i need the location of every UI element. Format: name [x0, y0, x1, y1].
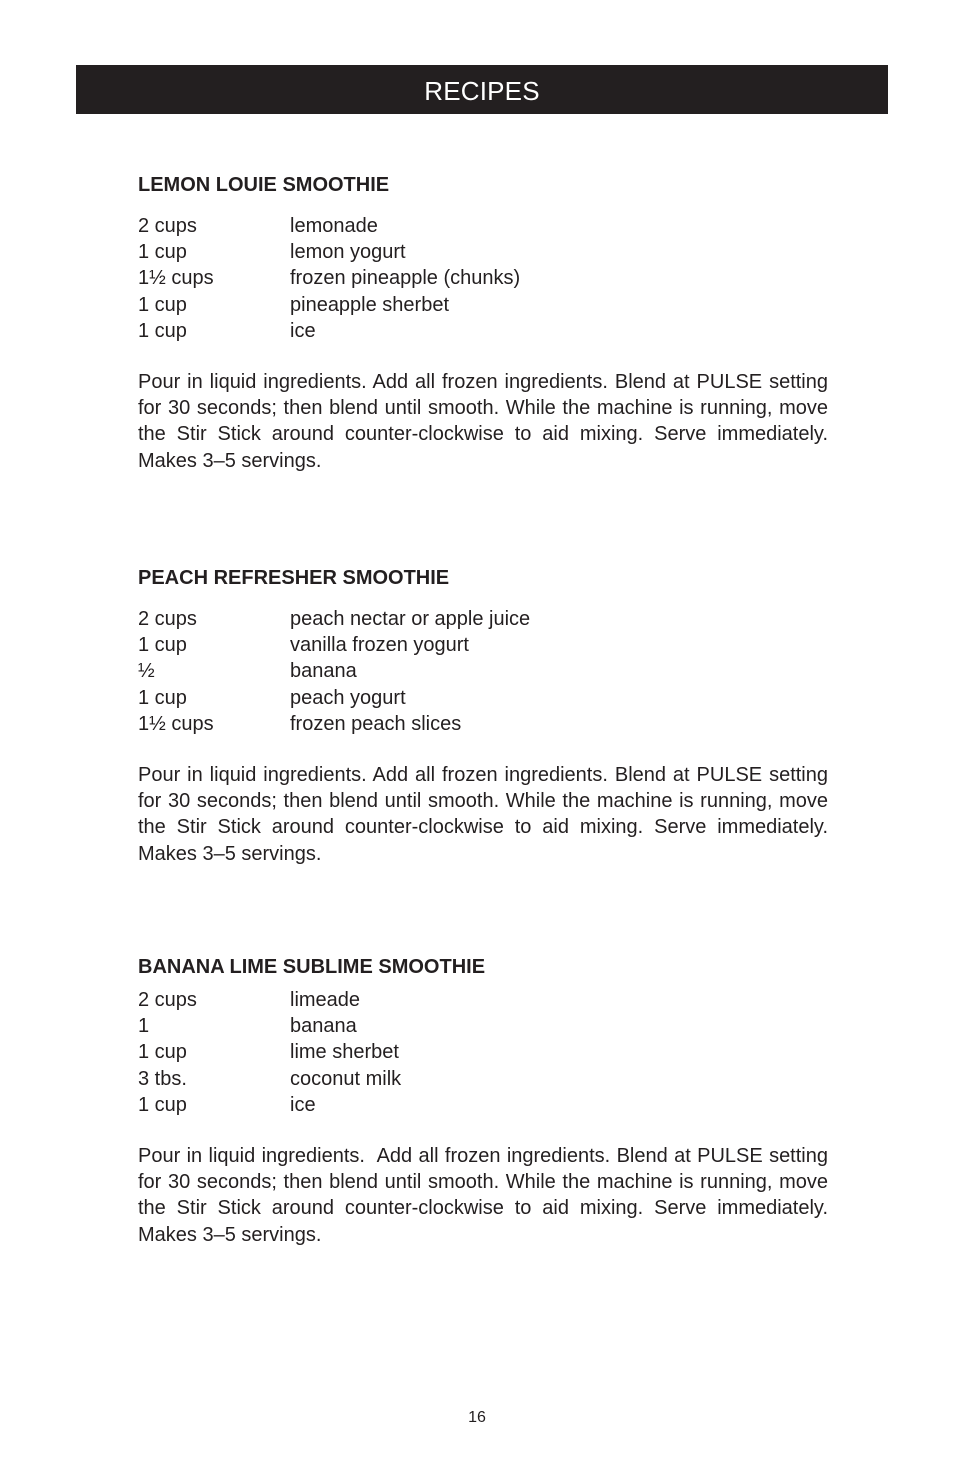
recipe-instructions: Pour in liquid ingredients. Add all frozen ingredients. Blend at PULSE setting for 30 seconds; then blend until smooth. While the machine is running, move the Stir Stick around counter-clockwise to aid mixing. Serve immediately. Makes 3–5 servings. [138, 370, 828, 472]
ingredient-name: lime sherbet [290, 1041, 399, 1064]
ingredient-quantity: 1 cup [138, 319, 187, 342]
recipe-title: LEMON LOUIE SMOOTHIE [138, 174, 390, 196]
ingredient-row [138, 1039, 828, 1065]
ingredient-name: coconut milk [290, 1067, 402, 1090]
ingredient-quantity: 3 tbs. [138, 1067, 187, 1090]
page-number: 16 [468, 1409, 486, 1426]
ingredient-row [138, 685, 828, 711]
ingredient-quantity: 1½ cups [138, 267, 214, 290]
ingredient-quantity: 1 cup [138, 686, 187, 709]
ingredient-quantity: 2 cups [138, 989, 197, 1011]
recipe-title: PEACH REFRESHER SMOOTHIE [138, 567, 450, 589]
ingredient-name: limeade [290, 989, 361, 1011]
ingredient-name: frozen pineapple (chunks) [290, 267, 521, 290]
page-title: RECIPES [424, 75, 540, 106]
ingredient-name: ice [290, 319, 316, 342]
ingredient-name: banana [290, 660, 357, 683]
ingredient-row [138, 606, 828, 632]
ingredient-row [138, 658, 828, 684]
ingredient-quantity: 2 cups [138, 608, 197, 630]
ingredient-quantity: 1 cup [138, 241, 187, 264]
ingredient-name: lemon yogurt [290, 241, 406, 264]
ingredient-row [138, 711, 828, 737]
recipe-peach-refresher [138, 566, 828, 867]
ingredient-row [138, 265, 828, 291]
ingredient-name: lemonade [290, 215, 378, 237]
ingredient-row [138, 1092, 828, 1118]
recipe-instructions: Pour in liquid ingredients. Add all frozen ingredients. Blend at PULSE setting for 30 seconds; then blend until smooth. While the machine is running, move the Stir Stick around counter-clockwise to aid mixing. Serve immediately. Makes 3–5 servings. [138, 1144, 834, 1246]
ingredient-row [138, 632, 828, 658]
ingredient-row [138, 318, 828, 344]
ingredient-row [138, 213, 828, 239]
ingredient-name: peach nectar or apple juice [290, 608, 531, 630]
ingredient-name: ice [290, 1093, 316, 1116]
ingredient-row [138, 239, 828, 265]
ingredient-row [138, 1066, 828, 1092]
ingredient-name: frozen peach slices [290, 712, 462, 735]
ingredient-quantity: 1½ cups [138, 712, 214, 735]
ingredient-name: banana [290, 1015, 357, 1038]
ingredient-name: vanilla frozen yogurt [290, 634, 469, 657]
ingredient-list [138, 987, 828, 1118]
recipe-title: BANANA LIME SUBLIME SMOOTHIE [138, 956, 486, 978]
ingredient-row [138, 987, 828, 1013]
ingredient-row [138, 292, 828, 318]
ingredient-quantity: 1 cup [138, 293, 187, 316]
ingredient-quantity: 1 [138, 1015, 150, 1038]
recipe-instructions: Pour in liquid ingredients. Add all frozen ingredients. Blend at PULSE setting for 30 seconds; then blend until smooth. While the machine is running, move the Stir Stick around counter-clockwise to aid mixing. Serve immediately. Makes 3–5 servings. [138, 763, 828, 865]
ingredient-quantity: 2 cups [138, 215, 197, 237]
ingredient-quantity: 1 cup [138, 1041, 187, 1064]
recipe-banana-lime-sublime [138, 955, 834, 1248]
ingredient-name: pineapple sherbet [290, 293, 450, 316]
header-bar [76, 65, 888, 114]
recipe-lemon-louie [138, 173, 828, 474]
ingredient-list [138, 213, 828, 344]
ingredient-list [138, 606, 828, 737]
ingredient-quantity: 1 cup [138, 1093, 187, 1116]
ingredient-quantity: 1 cup [138, 634, 187, 657]
ingredient-row [138, 1013, 828, 1039]
ingredient-quantity: ½ [138, 660, 155, 683]
ingredient-name: peach yogurt [290, 686, 406, 709]
